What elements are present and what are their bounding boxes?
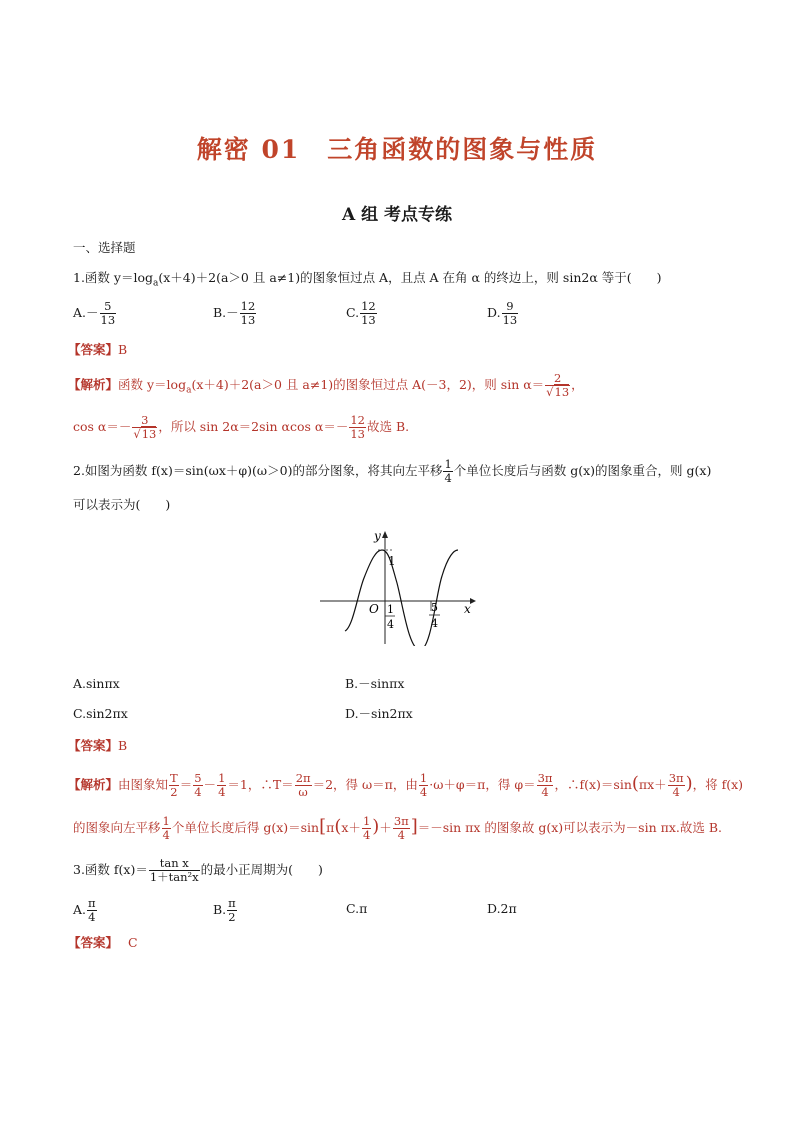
q1-option-c: C. $\frac{12}{13}$ xyxy=(346,299,376,327)
q1-option-b: B.－ $\frac{12}{13}$ xyxy=(213,299,256,327)
sine-curve-part2 xyxy=(420,550,458,646)
q1-stem: 1.函数 $y=\log_a(x+4)+2(a>0$ 且 a≠1)的图象恒过点 A，且点 A 在角 α 的终边上，则 sin2α 等于( ) xyxy=(73,270,662,289)
sine-graph xyxy=(318,528,478,646)
sine-curve-part1 xyxy=(345,550,420,646)
page-title: 解密 01 三角函数的图象与性质 xyxy=(196,135,598,164)
q3-option-c: C.π xyxy=(346,901,368,916)
q1-option-d: D. $\frac{9}{13}$ xyxy=(487,299,518,327)
tick-1-4-numerator: 1 xyxy=(387,603,394,616)
tick-1-4-denominator: 4 xyxy=(387,618,394,631)
section-heading: 一、选择题 xyxy=(73,240,136,255)
q2-option-b: B.－sinπx xyxy=(345,676,405,691)
q2-stem-line1: 2.如图为函数 f(x)＝sin(ωx＋φ)(ω＞0)的部分图象，将其向左平移 $\frac{1}{4}$ 个单位长度后与函数 g(x)的图象重合，则 g(x) xyxy=(73,457,712,485)
q2-stem-line2: 可以表示为( ) xyxy=(73,497,171,512)
max-value-label: 1 xyxy=(388,554,396,568)
q2-option-a: A.sinπx xyxy=(73,676,120,691)
q1-option-a: A.－ $\frac{5}{13}$ xyxy=(73,299,116,327)
q2-answer: 【答案】B xyxy=(68,738,128,753)
q1-answer: 【答案】B xyxy=(68,342,128,357)
q2-analysis-line1: 【解析】由图象知 $\frac{T}{2}$ ＝ $\frac{5}{4}$ － $\frac{1}{4}$ ＝1，∴T＝ $\frac{2\pi}{\omega}$ ＝2，得 ω＝π，由 $\frac{1}{4}$ ·ω＋φ＝π，得 φ＝ $\frac{3\pi}{4}$ ，∴f(x)＝sin(πx＋ $\frac{3\pi}{4}$ )，将 f(x) xyxy=(68,771,743,799)
q1-analysis-line1: 【解析】函数 $y=\log_a(x+4)+2(a>0$ 且 a≠1)的图象恒过点 A(－3，2)，则 sin α＝ $\frac{2}{√13}$ ， xyxy=(68,371,584,399)
group-title: A 组 考点专练 xyxy=(341,205,453,225)
y-axis-arrow xyxy=(382,531,388,538)
q3-option-a: A. $\frac{\pi}{4}$ xyxy=(73,896,96,924)
q1-analysis-line2: cos α＝－ $\frac{3}{√13}$ ，所以 sin 2α＝2sin αcos α＝－ $\frac{12}{13}$ 故选 B. xyxy=(73,413,410,441)
tick-5-4-numerator: 5 xyxy=(431,601,438,614)
tick-5-4-denominator: 4 xyxy=(431,617,438,630)
q3-stem: 3.函数 f(x)＝ $\frac{\text{tan x}}{\text{1＋tan²x}}$ 的最小正周期为( ) xyxy=(73,856,323,884)
q3-option-d: D.2π xyxy=(487,901,517,916)
q2-option-d: D.－sin2πx xyxy=(345,706,413,721)
origin-label: O xyxy=(369,602,379,616)
x-axis-arrow xyxy=(470,598,476,604)
q3-option-b: B. $\frac{\pi}{2}$ xyxy=(213,896,236,924)
y-axis-label: y xyxy=(374,529,381,543)
q3-answer: 【答案】 C xyxy=(68,935,138,950)
x-axis-label: x xyxy=(464,602,471,616)
q2-option-c: C.sin2πx xyxy=(73,706,128,721)
q2-analysis-line2: 的图象向左平移 $\frac{1}{4}$ 个单位长度后得 g(x)＝sin[π(x＋ $\frac{1}{4}$ )＋ $\frac{3\pi}{4}$ ]＝－sin πx 的图象故 g(x)可以表示为－sin πx.故选 B. xyxy=(73,814,722,842)
